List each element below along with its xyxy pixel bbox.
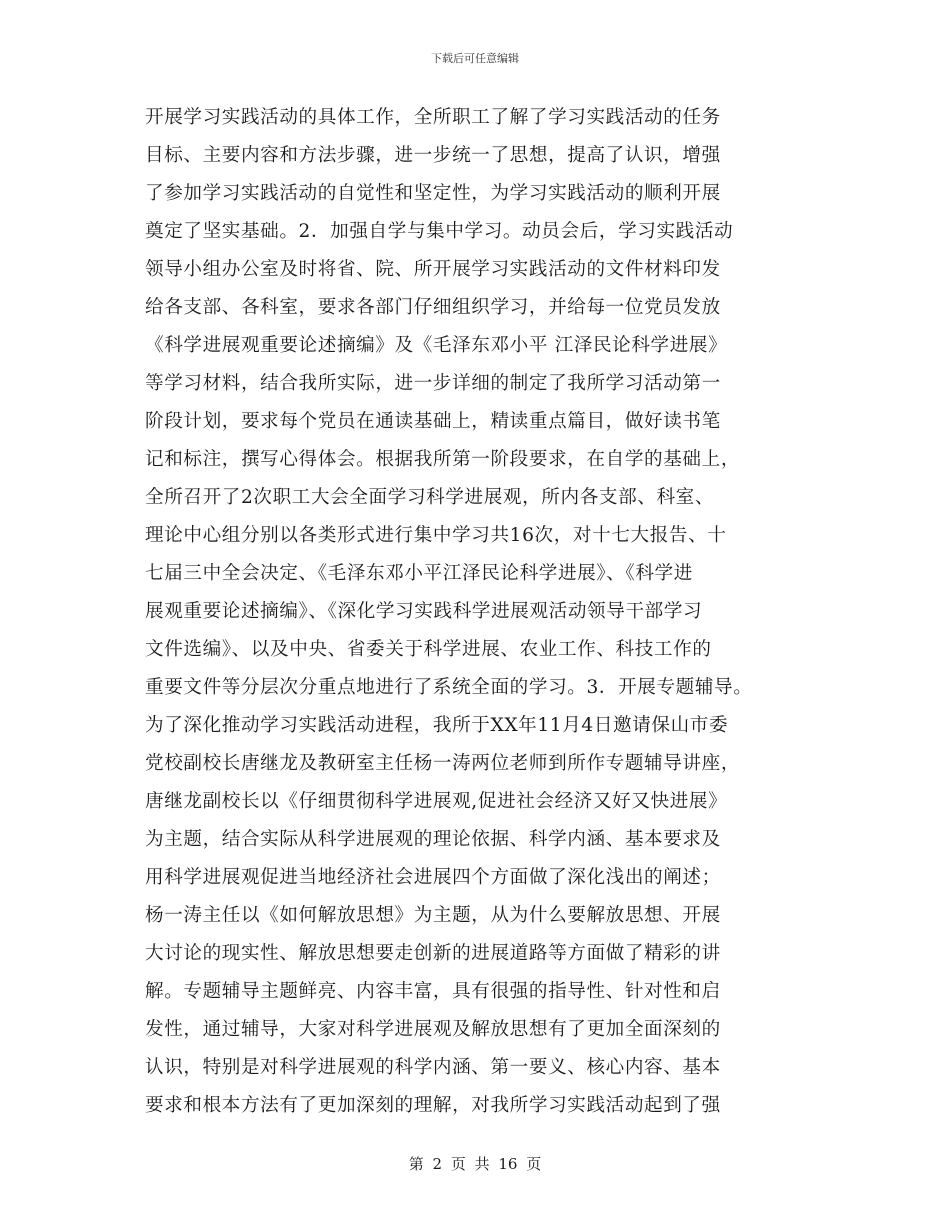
text-line: 等学习材料，结合我所实际，进一步详细的制定了我所学习活动第一	[145, 373, 721, 394]
text-line: 七届三中全会决定、《毛泽东邓小平江泽民论科学进展》、《科学进	[145, 563, 693, 584]
text-line: 重要文件等分层次分重点地进行了系统全面的学习。3．开展专题辅导。	[145, 677, 753, 698]
text-line: 用科学进展观促进当地经济社会进展四个方面做了深化浅出的阐述；	[145, 867, 721, 888]
text-line: 理论中心组分别以各类形式进行集中学习共16次，对十七大报告、十	[145, 525, 727, 546]
text-line: 大讨论的现实性、解放思想要走创新的进展道路等方面做了精彩的讲	[145, 943, 721, 964]
text-line: 阶段计划，要求每个党员在通读基础上，精读重点篇目，做好读书笔	[145, 411, 721, 432]
text-line: 奠定了坚实基础。2．加强自学与集中学习。动员会后，学习实践活动	[145, 221, 734, 242]
page-number: 第 2 页 共 16 页	[408, 1155, 542, 1173]
text-line: 党校副校长唐继龙及教研室主任杨一涛两位老师到所作专题辅导讲座，	[145, 753, 741, 774]
text-line: 文件选编》、以及中央、省委关于科学进展、农业工作、科技工作的	[145, 639, 712, 660]
text-line: 《科学进展观重要论述摘编》及《毛泽东邓小平 江泽民论科学进展》	[145, 335, 728, 356]
text-line: 记和标注，撰写心得体会。根据我所第一阶段要求，在自学的基础上，	[145, 449, 741, 470]
text-line: 解。专题辅导主题鲜亮、内容丰富，具有很强的指导性、针对性和启	[145, 981, 721, 1002]
text-line: 杨一涛主任以《如何解放思想》为主题，从为什么要解放思想、开展	[145, 905, 721, 926]
text-line: 唐继龙副校长以《仔细贯彻科学进展观,促进社会经济又好又快进展》	[145, 791, 728, 812]
text-line: 领导小组办公室及时将省、院、所开展学习实践活动的文件材料印发	[145, 259, 721, 280]
text-line: 为主题，结合实际从科学进展观的理论依据、科学内涵、基本要求及	[145, 829, 721, 850]
text-line: 为了深化推动学习实践活动进程，我所于XX年11月4日邀请保山市委	[145, 715, 729, 736]
text-line: 开展学习实践活动的具体工作，全所职工了解了学习实践活动的任务	[145, 107, 721, 128]
text-line: 发性，通过辅导，大家对科学进展观及解放思想有了更加全面深刻的	[145, 1019, 721, 1040]
text-line: 全所召开了2次职工大会全面学习科学进展观，所内各支部、科室、	[145, 487, 715, 508]
text-line: 认识，特别是对科学进展观的科学内涵、第一要义、核心内容、基本	[145, 1057, 721, 1078]
text-line: 了参加学习实践活动的自觉性和坚定性，为学习实践活动的顺利开展	[145, 183, 721, 204]
text-line: 目标、主要内容和方法步骤，进一步统一了思想，提高了认识，增强	[145, 145, 721, 166]
text-line: 给各支部、各科室，要求各部门仔细组织学习，并给每一位党员发放	[145, 297, 721, 318]
page-header: 下载后可任意编辑	[431, 52, 519, 65]
text-line: 要求和根本方法有了更加深刻的理解，对我所学习实践活动起到了强	[145, 1095, 721, 1116]
text-line: 展观重要论述摘编》、《深化学习实践科学进展观活动领导干部学习	[145, 601, 703, 622]
